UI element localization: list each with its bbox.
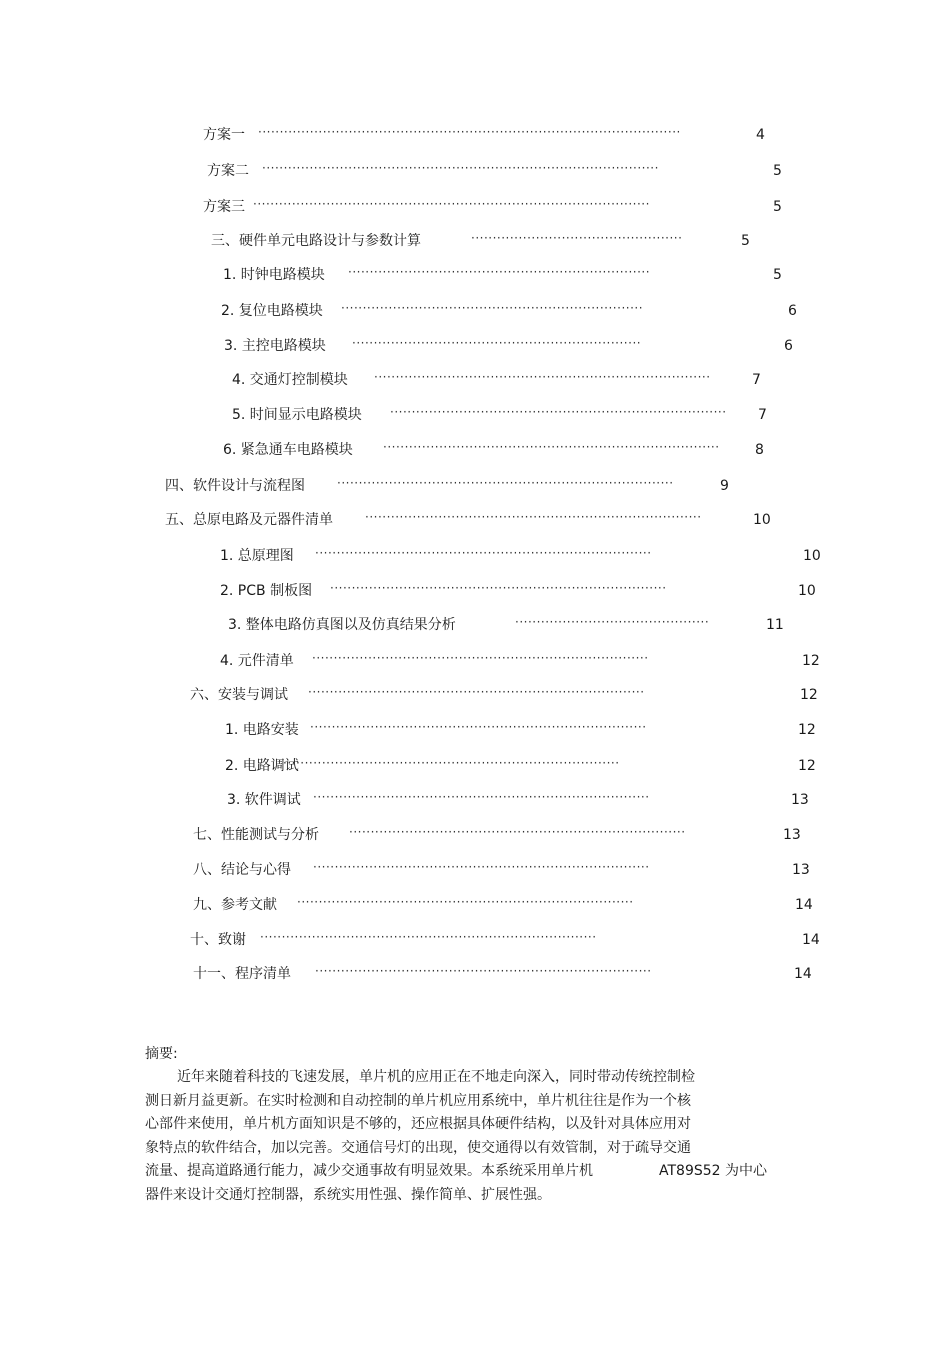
toc-entry[interactable] [221, 300, 801, 322]
toc-entry[interactable] [224, 335, 794, 357]
abstract-text: 流量、提高道路通行能力，减少交通事故有明显效果。本系统采用单片机 [145, 1163, 593, 1179]
abstract-line: 测日新月益更新。在实时检测和自动控制的单片机应用系统中，单片机往往是作为一个核 [145, 1092, 691, 1109]
toc-entry-label: 六、安装与调试 [190, 687, 288, 703]
toc-entry[interactable] [225, 755, 825, 777]
toc-entry-label: 2. 电路调试 [225, 758, 299, 774]
toc-entry[interactable] [193, 859, 813, 881]
toc-page-number: 13 [783, 827, 801, 843]
toc-leader: ············································· [515, 615, 710, 629]
toc-page-number: 7 [752, 372, 761, 388]
toc-entry[interactable] [193, 963, 813, 985]
toc-entry[interactable] [190, 929, 820, 951]
toc-leader: ······································································ [348, 265, 651, 279]
toc-entry-label: 2. 复位电路模块 [221, 303, 323, 319]
abstract-line: 器件来设计交通灯控制器，系统实用性强、操作简单、扩展性强。 [145, 1186, 551, 1203]
toc-page-number: 10 [753, 512, 771, 528]
toc-entry[interactable] [211, 230, 771, 252]
toc-entry[interactable] [220, 580, 830, 602]
toc-entry-label: 3. 整体电路仿真图以及仿真结果分析 [228, 617, 456, 633]
toc-leader: ·············································································· [374, 370, 711, 384]
toc-page-number: 12 [798, 758, 816, 774]
toc-entry-label: 四、软件设计与流程图 [165, 478, 305, 494]
toc-entry[interactable] [227, 789, 817, 811]
toc-entry[interactable] [228, 614, 798, 636]
toc-entry[interactable] [165, 475, 745, 497]
toc-entry-label: 八、结论与心得 [193, 862, 291, 878]
toc-entry[interactable] [232, 404, 772, 426]
toc-entry[interactable] [220, 545, 830, 567]
toc-page-number: 14 [795, 897, 813, 913]
toc-entry[interactable] [193, 824, 813, 846]
toc-leader: ·············································································· [315, 964, 652, 978]
toc-leader: ···························································································· [262, 161, 659, 175]
toc-entry-label: 五、总原电路及元器件清单 [165, 512, 333, 528]
toc-leader: ······································································ [341, 301, 644, 315]
toc-leader: ·············································································· [313, 860, 650, 874]
toc-leader: ·············································································· [365, 510, 702, 524]
toc-page-number: 9 [720, 478, 729, 494]
toc-page-number: 8 [755, 442, 764, 458]
toc-page-number: 10 [798, 583, 816, 599]
toc-leader: ·············································································· [260, 930, 597, 944]
toc-entry[interactable] [203, 124, 773, 146]
toc-entry-label: 十、致谢 [190, 932, 246, 948]
abstract-line: 心部件来使用，单片机方面知识是不够的，还应根据具体硬件结构，以及针对具体应用对 [145, 1116, 691, 1132]
toc-leader: ···························································································· [253, 197, 650, 211]
toc-page-number: 13 [792, 862, 810, 878]
toc-page-number: 12 [802, 653, 820, 669]
toc-entry[interactable] [193, 894, 813, 916]
toc-entry-label: 方案一 [203, 127, 245, 143]
toc-leader: ·············································································· [349, 825, 686, 839]
toc-page-number: 12 [800, 687, 818, 703]
toc-entry-label: 4. 交通灯控制模块 [232, 372, 348, 388]
toc-page-number: 14 [794, 966, 812, 982]
toc-entry-label: 十一、程序清单 [193, 966, 291, 982]
toc-leader: ·············································································· [383, 440, 720, 454]
toc-page-number: 14 [802, 932, 820, 948]
toc-page-number: 7 [758, 407, 767, 423]
toc-leader: ·············································································· [310, 720, 647, 734]
toc-entry-label: 6. 紧急通车电路模块 [223, 442, 353, 458]
toc-page-number: 6 [788, 303, 797, 319]
toc-leader: ·············································································· [390, 405, 727, 419]
abstract-body [145, 1066, 805, 1207]
toc-entry-label: 方案三 [203, 199, 245, 215]
toc-leader: ·············································································· [283, 756, 620, 770]
toc-page-number: 5 [773, 267, 782, 283]
toc-leader: ·············································································· [308, 685, 645, 699]
toc-entry-label: 三、硬件单元电路设计与参数计算 [211, 233, 421, 249]
toc-entry[interactable] [220, 650, 830, 672]
toc-entry-label: 5. 时间显示电路模块 [232, 407, 362, 423]
toc-entry[interactable] [223, 439, 768, 461]
toc-entry-label: 1. 时钟电路模块 [223, 267, 325, 283]
toc-entry-label: 九、参考文献 [193, 897, 277, 913]
toc-page-number: 13 [791, 792, 809, 808]
toc-page-number: 5 [773, 199, 782, 215]
toc-entry[interactable] [190, 684, 830, 706]
toc-entry-label: 七、性能测试与分析 [193, 827, 319, 843]
toc-page-number: 10 [803, 548, 821, 564]
toc-leader: ················································· [471, 231, 683, 245]
abstract-line: 近年来随着科技的飞速发展，单片机的应用正在不地走向深入，同时带动传统控制检 [177, 1069, 695, 1085]
toc-leader: ·············································································· [313, 790, 650, 804]
toc-leader: ·············································································· [297, 895, 634, 909]
toc-leader: ·············································································· [312, 651, 649, 665]
toc-leader: ·································································································· [258, 125, 681, 139]
toc-page-number: 6 [784, 338, 793, 354]
abstract-line-with-chip [145, 1160, 805, 1184]
toc-page-number: 5 [741, 233, 750, 249]
toc-entry-label: 1. 总原理图 [220, 548, 294, 564]
toc-leader: ·············································································· [315, 546, 652, 560]
toc-leader: ··································································· [352, 336, 642, 350]
toc-page-number: 12 [798, 722, 816, 738]
toc-entry[interactable] [225, 719, 825, 741]
toc-entry[interactable] [223, 264, 793, 286]
toc-page-number: 5 [773, 163, 782, 179]
toc-entry-label: 3. 软件调试 [227, 792, 301, 808]
abstract-title: 摘要: [145, 1046, 178, 1062]
toc-entry[interactable] [207, 160, 787, 182]
toc-entry-label: 3. 主控电路模块 [224, 338, 326, 354]
toc-entry-label: 2. PCB 制板图 [220, 583, 313, 599]
toc-entry-label: 4. 元件清单 [220, 653, 294, 669]
abstract-line: 象特点的软件结合，加以完善。交通信号灯的出现，使交通得以有效管制，对于疏导交通 [145, 1139, 691, 1156]
toc-leader: ·············································································· [330, 581, 667, 595]
chip-model-text: AT89S52 为中心 [659, 1163, 768, 1179]
toc-page-number: 4 [756, 127, 765, 143]
toc-entry[interactable] [232, 369, 772, 391]
toc-page-number: 11 [766, 617, 784, 633]
toc-entry[interactable] [203, 196, 783, 218]
toc-leader: ·············································································· [337, 476, 674, 490]
toc-entry[interactable] [165, 509, 785, 531]
toc-entry-label: 方案二 [207, 163, 249, 179]
toc-entry-label: 1. 电路安装 [225, 722, 299, 738]
